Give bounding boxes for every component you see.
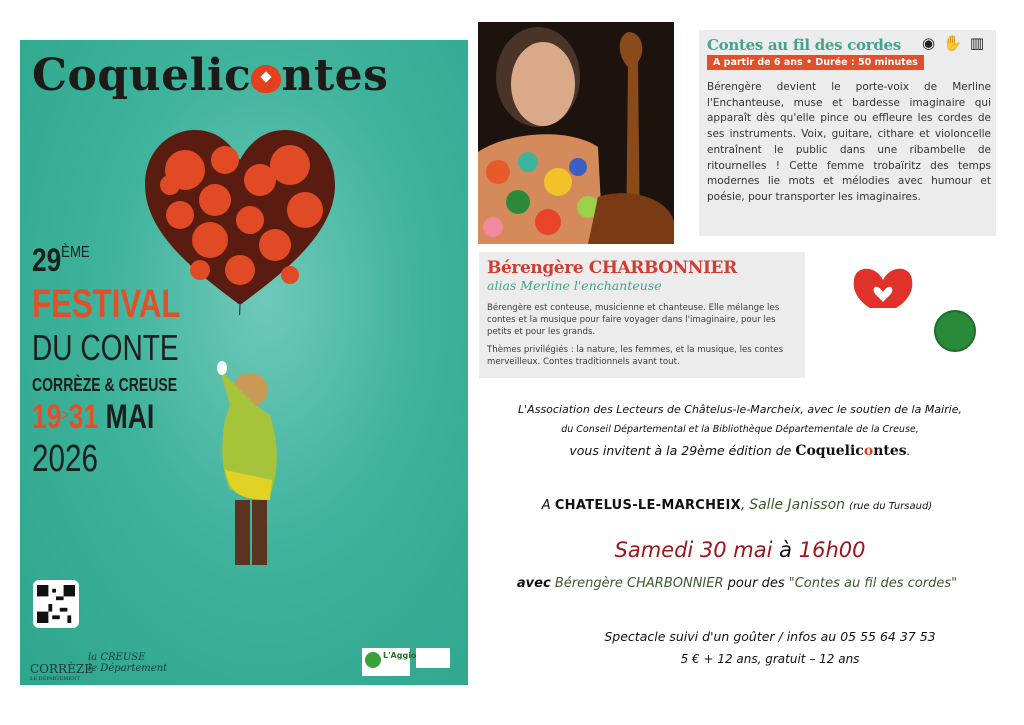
artist-bio-paragraph-1: Bérengère est conteuse, musicienne et chanteuse. Elle mélange les contes et la musique pour faire voyager dans l'imaginaire, pour les petits et pour les grands. bbox=[487, 303, 780, 338]
event-location: A CHATELUS-LE-MARCHEIX, Salle Janisson (rue du Tursaud) bbox=[541, 497, 933, 513]
edition-label: 29ÈME bbox=[32, 242, 90, 278]
eye-icon: ◉ bbox=[922, 34, 936, 52]
age-duration-badge: A partir de 6 ans • Durée : 50 minutes bbox=[707, 55, 924, 70]
festival-year: 2026 bbox=[32, 438, 98, 480]
du-conte-label: DU CONTE bbox=[32, 327, 179, 368]
coquelicontes-poppy-logo bbox=[850, 262, 916, 312]
show-title: Contes au fil des cordes bbox=[707, 36, 901, 54]
show-description-box bbox=[699, 30, 996, 236]
agglo-circle-icon bbox=[365, 652, 381, 668]
agglo-logo: L'Aggio bbox=[362, 648, 410, 676]
poster-title-suffix: ntes bbox=[281, 50, 389, 101]
event-info-line: Spectacle suivi d'un goûter / infos au 05 55 64 37 53 bbox=[604, 629, 936, 644]
festival-poster bbox=[20, 40, 468, 685]
invitation-line-3: vous invitent à la 29ème édition de Coquelicontes. bbox=[569, 443, 911, 459]
artist-with-cello-photo bbox=[478, 22, 674, 244]
event-venue: Salle Janisson bbox=[749, 497, 846, 513]
creuse-logo: la CREUSE le Département bbox=[88, 652, 168, 674]
qr-code[interactable] bbox=[33, 580, 79, 628]
correze-logo: CORRÈZE LE DÉPARTEMENT bbox=[30, 662, 93, 682]
artist-bio-paragraph-2: Thèmes privilégiés : la nature, les femmes, et la musique, les contes merveilleux. Contes traditionnels avant tout. bbox=[487, 345, 784, 368]
festival-dates: 19>31 MAI bbox=[32, 398, 155, 436]
artist-alias: alias Merline l'enchanteuse bbox=[487, 278, 662, 293]
artist-name: Bérengère CHARBONNIER bbox=[487, 258, 737, 278]
coquelicontes-brand: Coquelicontes bbox=[795, 443, 907, 459]
poster-title bbox=[32, 50, 389, 101]
event-city: CHATELUS-LE-MARCHEIX bbox=[554, 498, 741, 513]
event-street: (rue du Tursaud) bbox=[849, 501, 933, 512]
poster-title-prefix: Coquelic bbox=[32, 50, 252, 101]
library-association-logo bbox=[934, 310, 976, 352]
artist-photo bbox=[478, 22, 674, 244]
poppy-heart-icon bbox=[251, 65, 281, 93]
department-logo bbox=[416, 648, 450, 668]
book-icon: ▥ bbox=[969, 34, 984, 52]
invitation-line-2: du Conseil Départemental et la Bibliothèque Départementale de la Creuse, bbox=[561, 424, 919, 435]
event-date-time: Samedi 30 mai à 16h00 bbox=[614, 538, 866, 562]
sign-language-icon: ✋ bbox=[943, 34, 962, 52]
artist-bio-box bbox=[479, 252, 805, 378]
child-illustration bbox=[200, 360, 290, 580]
poppy-o-icon: o bbox=[863, 443, 874, 459]
accessibility-icons bbox=[922, 34, 984, 52]
qr-code-icon bbox=[37, 584, 75, 624]
invitation-line-1: L'Association des Lecteurs de Châtelus-le-Marcheix, avec le soutien de la Mairie, bbox=[518, 403, 962, 416]
region-label: CORRÈZE & CREUSE bbox=[32, 375, 178, 395]
show-description: Bérengère devient le porte-voix de Merline l'Enchanteuse, muse et bardesse imaginaire qui apparaît dès qu'elle pince ou effleure les cordes de ses instruments. Voix, guitare, cithare et violoncelle entraînent le public dans une ribambelle de ritournelles ! Cette femme trobaïritz des temps modernes lie mots et mélodies avec humour et poésie, pour transporter les imaginaires. bbox=[707, 81, 991, 203]
event-price-line: 5 € + 12 ans, gratuit – 12 ans bbox=[680, 652, 860, 666]
festival-label: FESTIVAL bbox=[32, 282, 181, 326]
event-performer-line: avec Bérengère CHARBONNIER pour des "Contes au fil des cordes" bbox=[516, 576, 958, 591]
